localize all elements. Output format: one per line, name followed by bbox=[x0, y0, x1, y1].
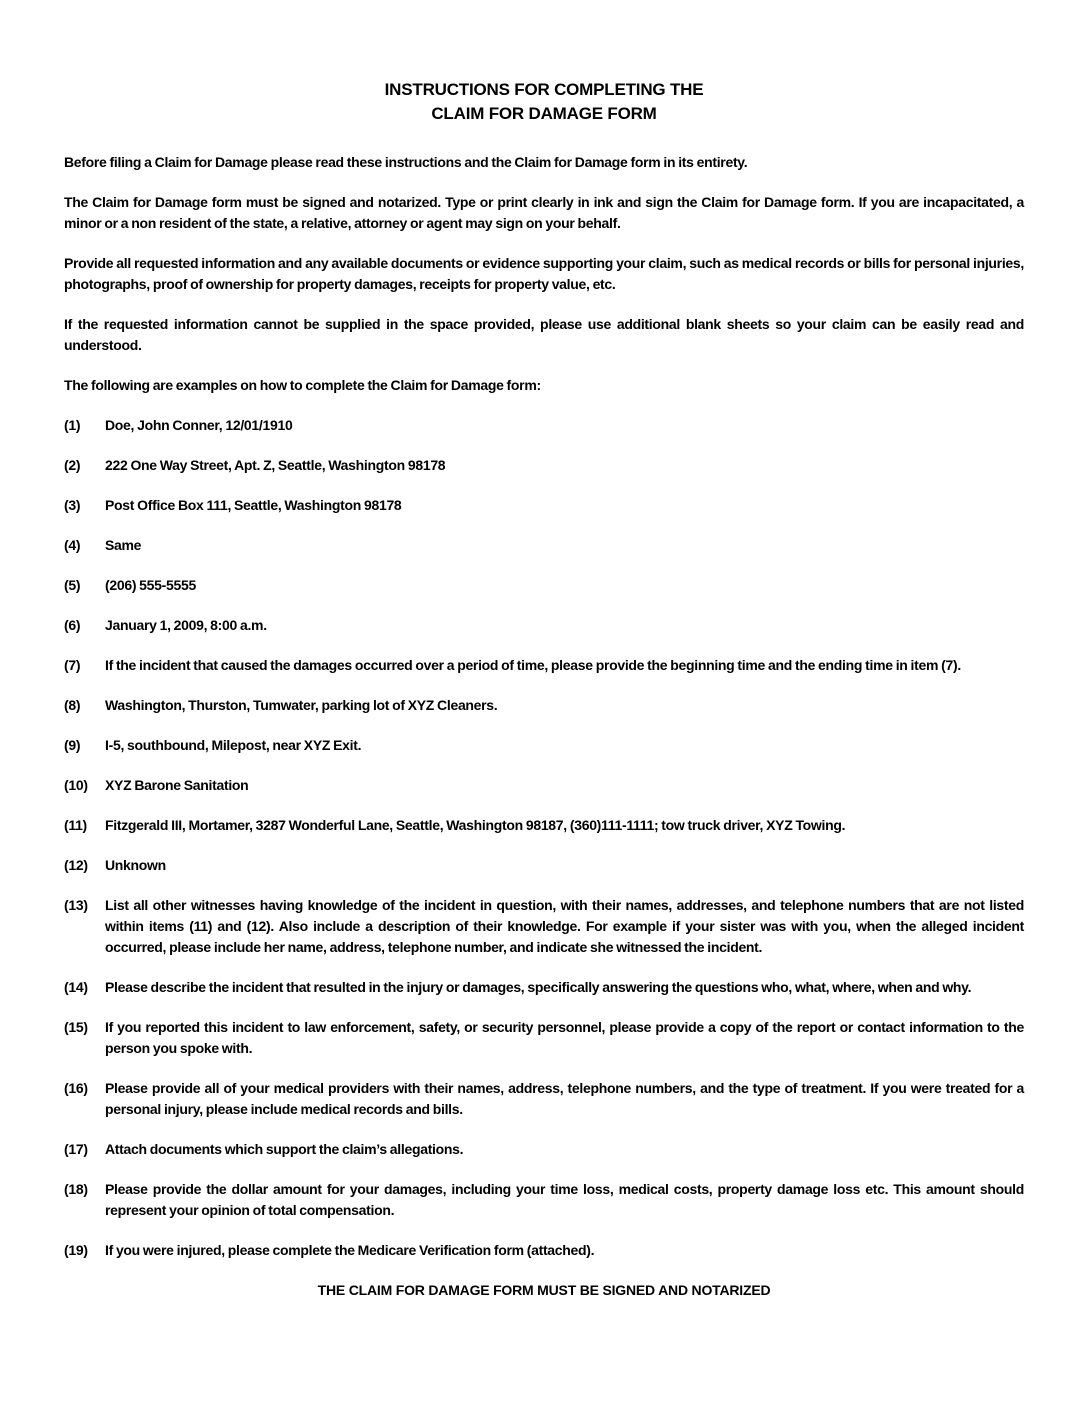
item-number: (13) bbox=[64, 897, 88, 913]
item-number: (11) bbox=[64, 817, 87, 833]
item-text: If you were injured, please complete the Medicare Verification form (attached). bbox=[105, 1242, 595, 1258]
item-number: (7) bbox=[64, 657, 81, 673]
list-item bbox=[64, 695, 1024, 716]
item-text: Please describe the incident that resulted in the injury or damages, specifically answering the questions who, what, where, when and why. bbox=[105, 979, 972, 995]
doc-title-line1: INSTRUCTIONS FOR COMPLETING THE bbox=[384, 80, 704, 99]
list-item bbox=[64, 815, 1024, 836]
list-item bbox=[64, 415, 1024, 436]
item-number: (8) bbox=[64, 697, 81, 713]
item-text: If the incident that caused the damages occurred over a period of time, please provide the beginning time and the ending time in item (7). bbox=[105, 657, 961, 673]
provide-info-paragraph: Provide all requested information and any available documents or evidence supporting your claim, such as medical records or bills for personal injuries, photographs, proof of ownership for property damages, receipts for property value, etc. bbox=[64, 255, 1024, 292]
list-item bbox=[64, 855, 1024, 876]
examples-lead-paragraph: The following are examples on how to complete the Claim for Damage form: bbox=[64, 377, 541, 393]
item-number: (4) bbox=[64, 537, 81, 553]
list-item bbox=[64, 775, 1024, 796]
item-text: If you reported this incident to law enforcement, safety, or security personnel, please provide a copy of the report or contact information to the person you spoke with. bbox=[105, 1019, 1024, 1056]
item-text: List all other witnesses having knowledge of the incident in question, with their names, addresses, and telephone numbers that are not listed within items (11) and (12). Also include a description of their knowledge. For example if your sister was with you, when the alleged incident occurred, please include her name, address, telephone number, and indicate she witnessed the incident. bbox=[105, 897, 1024, 955]
list-item bbox=[64, 1017, 1024, 1059]
item-number: (18) bbox=[64, 1181, 88, 1197]
list-item bbox=[64, 455, 1024, 476]
item-text: Unknown bbox=[105, 857, 166, 873]
item-text: I-5, southbound, Milepost, near XYZ Exit. bbox=[105, 737, 362, 753]
doc-title-line2: CLAIM FOR DAMAGE FORM bbox=[431, 104, 657, 123]
list-item bbox=[64, 895, 1024, 958]
item-text: Washington, Thurston, Tumwater, parking lot of XYZ Cleaners. bbox=[105, 697, 498, 713]
footer-note: THE CLAIM FOR DAMAGE FORM MUST BE SIGNED AND NOTARIZED bbox=[317, 1282, 771, 1298]
list-item bbox=[64, 575, 1024, 596]
list-item bbox=[64, 495, 1024, 516]
list-item bbox=[64, 1139, 1024, 1160]
item-text: Same bbox=[105, 537, 142, 553]
list-item bbox=[64, 977, 1024, 998]
item-text: Please provide all of your medical providers with their names, address, telephone numbers, and the type of treatment. If you were treated for a personal injury, please include medical records and bills. bbox=[105, 1080, 1024, 1117]
list-item bbox=[64, 735, 1024, 756]
item-number: (6) bbox=[64, 617, 81, 633]
doc-title bbox=[64, 78, 1024, 126]
item-number: (12) bbox=[64, 857, 88, 873]
item-number: (19) bbox=[64, 1242, 88, 1258]
sign-notarize-paragraph: The Claim for Damage form must be signed and notarized. Type or print clearly in ink and sign the Claim for Damage form. If you are incapacitated, a minor or a non resident of the state, a relative, attorney or agent may sign on your behalf. bbox=[64, 194, 1024, 231]
item-text: XYZ Barone Sanitation bbox=[105, 777, 249, 793]
item-text: Please provide the dollar amount for your damages, including your time loss, medical costs, property damage loss etc. This amount should represent your opinion of total compensation. bbox=[105, 1181, 1024, 1218]
item-number: (5) bbox=[64, 577, 81, 593]
item-number: (1) bbox=[64, 417, 81, 433]
list-item bbox=[64, 535, 1024, 556]
list-item bbox=[64, 1078, 1024, 1120]
item-number: (14) bbox=[64, 979, 88, 995]
item-text: Attach documents which support the claim’s allegations. bbox=[105, 1141, 464, 1157]
item-number: (10) bbox=[64, 777, 88, 793]
item-text: Doe, John Conner, 12/01/1910 bbox=[105, 417, 293, 433]
item-number: (17) bbox=[64, 1141, 88, 1157]
additional-sheets-paragraph: If the requested information cannot be supplied in the space provided, please use additional blank sheets so your claim can be easily read and understood. bbox=[64, 316, 1024, 353]
item-number: (3) bbox=[64, 497, 81, 513]
item-text: 222 One Way Street, Apt. Z, Seattle, Washington 98178 bbox=[105, 457, 446, 473]
item-text: Fitzgerald III, Mortamer, 3287 Wonderful Lane, Seattle, Washington 98187, (360)111-1111; tow truck driver, XYZ Towing. bbox=[105, 817, 846, 833]
item-text: January 1, 2009, 8:00 a.m. bbox=[105, 617, 267, 633]
item-number: (15) bbox=[64, 1019, 88, 1035]
item-number: (16) bbox=[64, 1080, 88, 1096]
list-item bbox=[64, 655, 1024, 676]
intro-paragraph: Before filing a Claim for Damage please read these instructions and the Claim for Damage form in its entirety. bbox=[64, 154, 748, 170]
list-item bbox=[64, 1179, 1024, 1221]
item-text: Post Office Box 111, Seattle, Washington 98178 bbox=[105, 497, 402, 513]
list-item bbox=[64, 615, 1024, 636]
item-number: (9) bbox=[64, 737, 81, 753]
item-text: (206) 555-5555 bbox=[105, 577, 196, 593]
item-number: (2) bbox=[64, 457, 81, 473]
list-item bbox=[64, 1240, 1024, 1261]
